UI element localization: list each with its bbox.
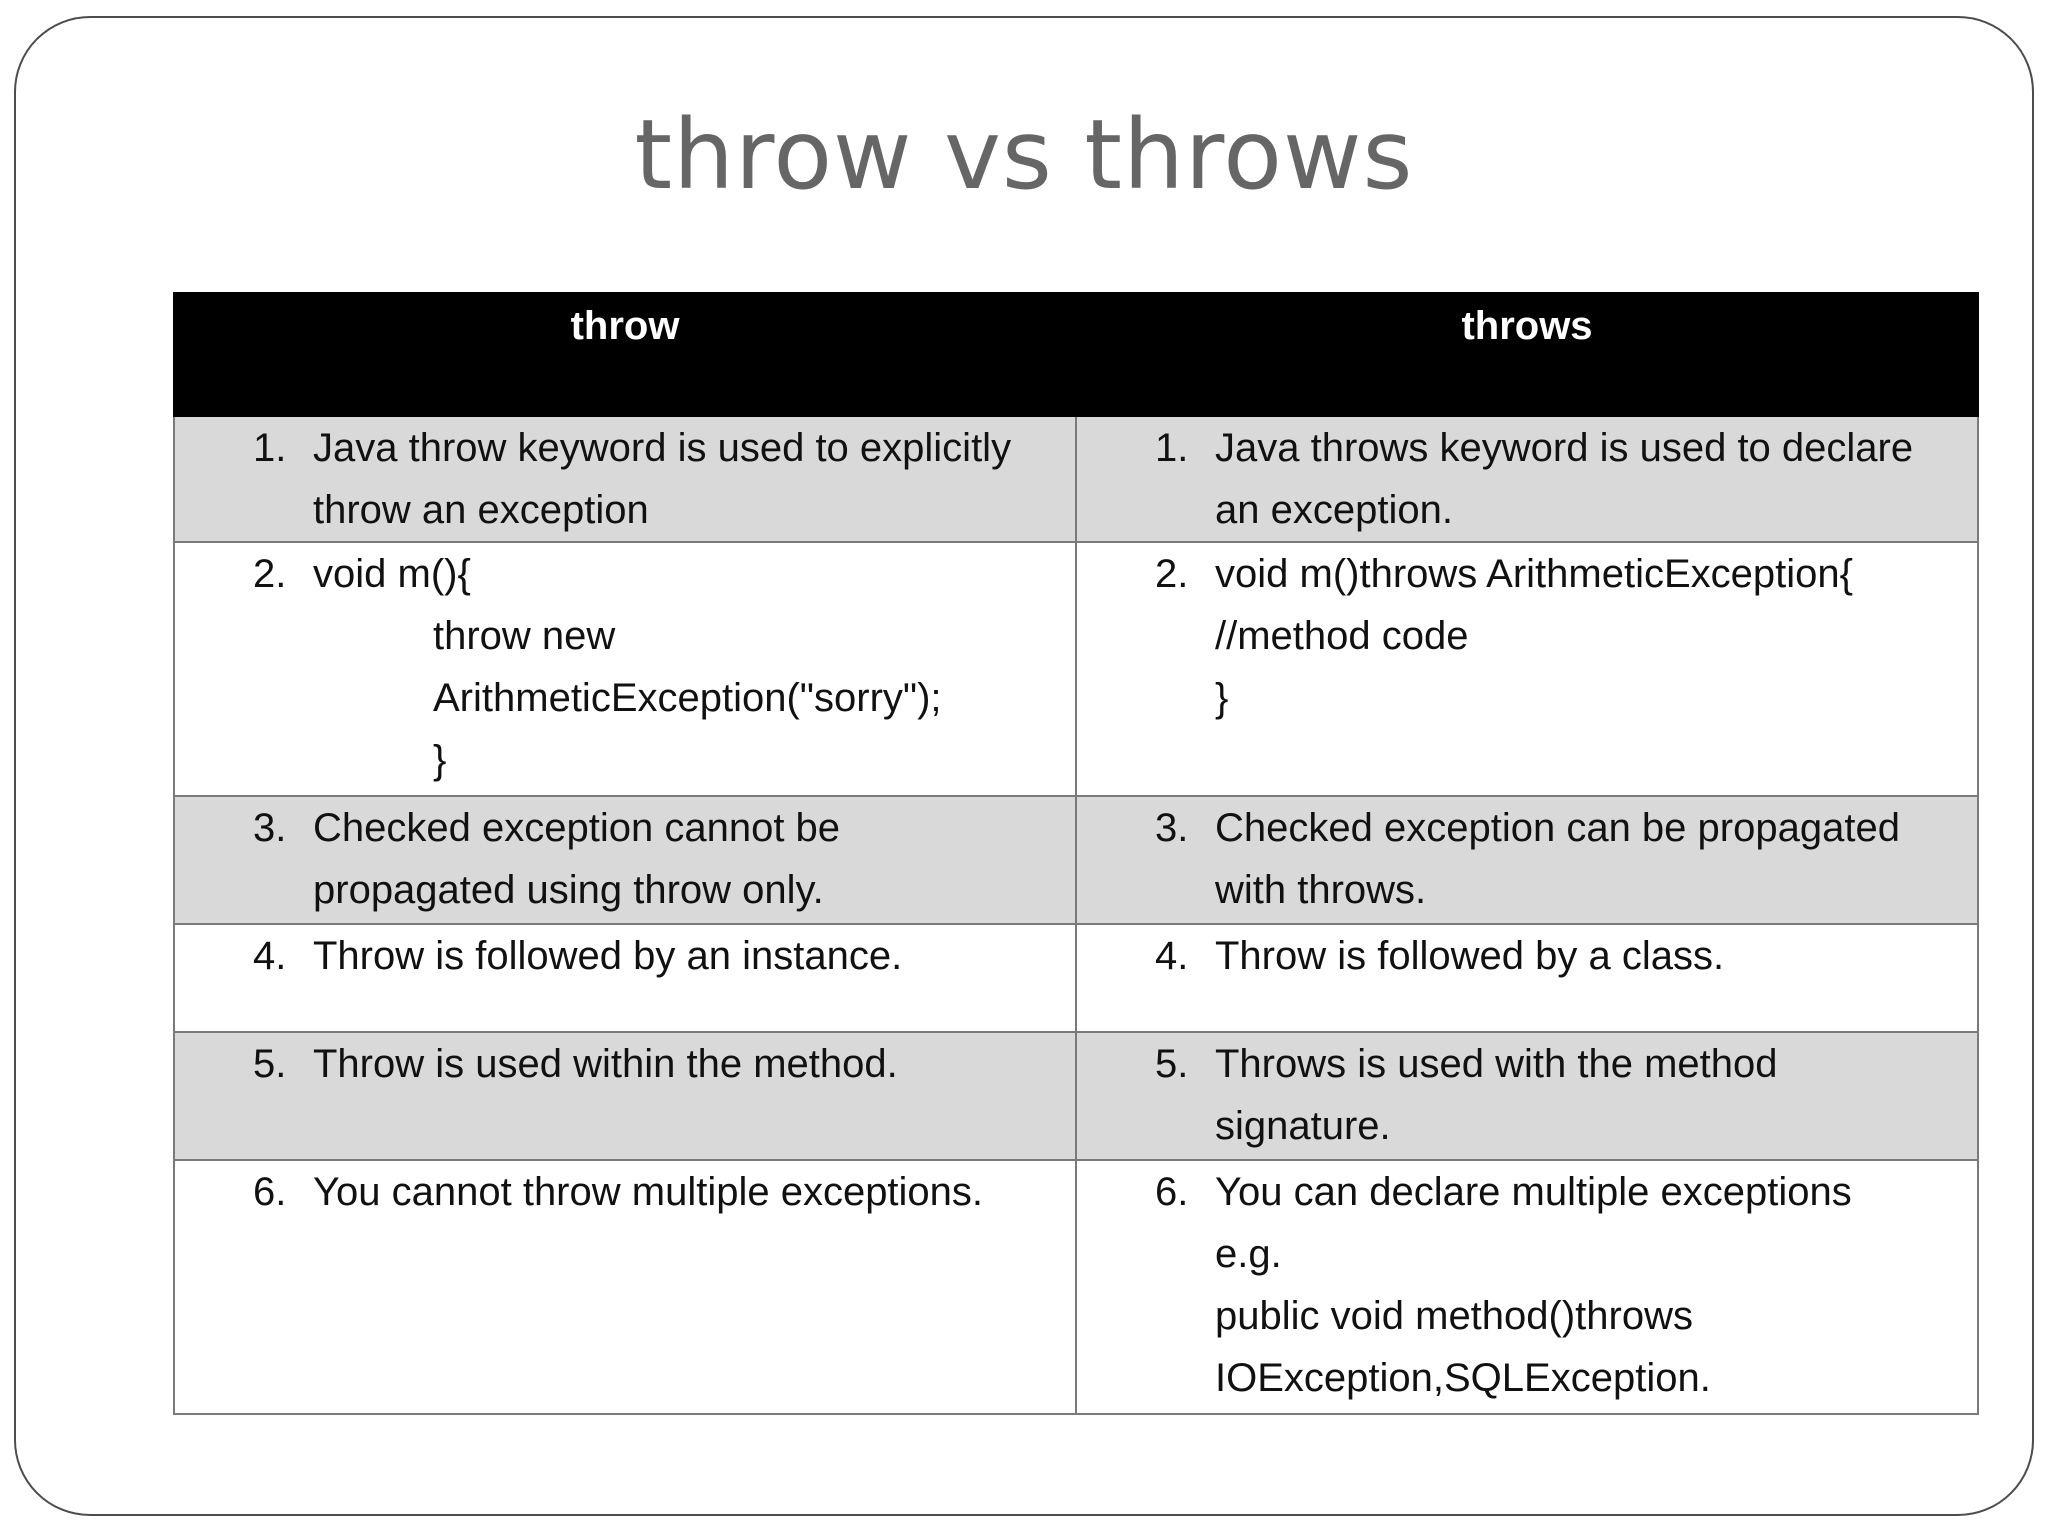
throw-cell	[174, 542, 1076, 796]
cell-text: propagated using throw only.	[313, 868, 824, 912]
item-number: 5.	[253, 1042, 287, 1086]
table-row	[174, 1032, 1978, 1160]
cell-text: e.g.	[1215, 1232, 1282, 1276]
header-throw: throw	[174, 293, 1076, 416]
table-row	[174, 924, 1978, 1032]
throws-cell	[1076, 796, 1978, 924]
throws-cell	[1076, 416, 1978, 542]
header-throws: throws	[1076, 293, 1978, 416]
table-header-row	[174, 293, 1978, 416]
throw-cell	[174, 924, 1076, 1032]
code-line: ArithmeticException("sorry");	[433, 676, 942, 720]
item-number: 3.	[1155, 806, 1189, 850]
code-line: void m(){	[313, 552, 471, 596]
cell-text: You cannot throw multiple exceptions.	[313, 1170, 984, 1214]
cell-text: with throws.	[1215, 868, 1427, 912]
cell-text: IOException,SQLException.	[1215, 1356, 1711, 1400]
throw-cell	[174, 416, 1076, 542]
slide-frame	[14, 16, 2034, 1516]
throws-cell	[1076, 1032, 1978, 1160]
cell-text: Checked exception can be propagated	[1215, 806, 1900, 850]
item-number: 1.	[253, 426, 287, 470]
code-line: void m()throws ArithmeticException{	[1215, 552, 1854, 596]
cell-text: Checked exception cannot be	[313, 806, 841, 850]
throws-cell	[1076, 924, 1978, 1032]
code-line: }	[1215, 676, 1229, 720]
cell-text: Throw is used within the method.	[313, 1042, 898, 1086]
item-number: 1.	[1155, 426, 1189, 470]
code-line: throw new	[433, 614, 616, 658]
throw-cell	[174, 796, 1076, 924]
code-line: }	[433, 738, 447, 782]
item-number: 3.	[253, 806, 287, 850]
item-number: 6.	[253, 1170, 287, 1214]
cell-text: Java throws keyword is used to declare	[1215, 426, 1914, 470]
table-row	[174, 796, 1978, 924]
throw-cell	[174, 1032, 1076, 1160]
cell-text: Throw is followed by a class.	[1215, 934, 1725, 978]
item-number: 4.	[253, 934, 287, 978]
item-number: 5.	[1155, 1042, 1189, 1086]
item-number: 2.	[253, 552, 287, 596]
item-number: 2.	[1155, 552, 1189, 596]
table-row	[174, 542, 1978, 796]
item-number: 4.	[1155, 934, 1189, 978]
table-row	[174, 416, 1978, 542]
code-line: //method code	[1215, 614, 1469, 658]
cell-text: public void method()throws	[1215, 1294, 1693, 1338]
cell-text: Throws is used with the method	[1215, 1042, 1778, 1086]
cell-text: Java throw keyword is used to explicitly	[313, 426, 1012, 470]
slide-title: throw vs throws	[634, 99, 1414, 211]
table-row	[174, 1160, 1978, 1414]
cell-text: an exception.	[1215, 488, 1453, 532]
cell-text: You can declare multiple exceptions	[1215, 1170, 1852, 1214]
item-number: 6.	[1155, 1170, 1189, 1214]
throws-cell	[1076, 1160, 1978, 1414]
cell-text: throw an exception	[313, 488, 649, 532]
cell-text: Throw is followed by an instance.	[313, 934, 903, 978]
comparison-table	[173, 292, 1979, 1415]
throw-cell	[174, 1160, 1076, 1414]
throws-cell	[1076, 542, 1978, 796]
cell-text: signature.	[1215, 1104, 1391, 1148]
